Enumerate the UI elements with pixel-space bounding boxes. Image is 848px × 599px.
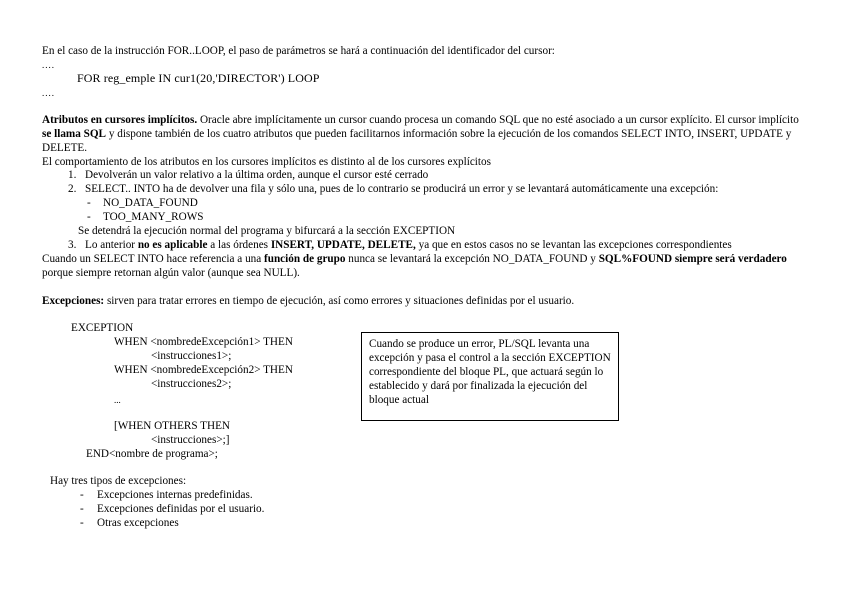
type-dash-1: - xyxy=(80,489,84,501)
code-ellipsis: ... xyxy=(114,395,121,405)
item3-part-b: no es aplicable xyxy=(137,239,208,251)
item2-number: 2. xyxy=(68,183,77,195)
implicit-text-1: Oracle abre implícitamente un cursor cuando procesa un comando SQL que no esté asociado a un cursor explícito. El cursor implícito xyxy=(197,114,799,126)
code-when-1: WHEN <nombredeExcepción1> THEN xyxy=(114,336,293,348)
halt-line: Se detendrá la ejecución normal del programa y bifurcará a la sección EXCEPTION xyxy=(78,225,456,237)
item3-text xyxy=(85,238,732,252)
exceptions-title: Excepciones: xyxy=(42,295,105,307)
exception-no-data-found: NO_DATA_FOUND xyxy=(103,197,198,209)
forloop-code-line: FOR reg_emple IN cur1(20,'DIRECTOR') LOOP xyxy=(77,71,320,85)
group-part-b: función de grupo xyxy=(264,253,346,265)
ellipsis-bottom: .... xyxy=(42,88,55,98)
exceptions-text: sirven para tratar errores en tiempo de ejecución, así como errores y situaciones definidas por el usuario. xyxy=(104,295,575,307)
code-instr-2: <instrucciones2>; xyxy=(151,378,232,390)
implicit-cursor-paragraph xyxy=(42,113,802,155)
implicit-bold-sql: se llama SQL xyxy=(42,128,107,140)
exception-type-2: Excepciones definidas por el usuario. xyxy=(97,503,265,515)
behavior-line: El comportamiento de los atributos en los cursores implícitos es distinto al de los cursores explícitos xyxy=(42,156,491,168)
forloop-paragraph: En el caso de la instrucción FOR..LOOP, el paso de parámetros se hará a continuación del identificador del cursor: xyxy=(42,45,555,57)
dash-2: - xyxy=(87,211,91,223)
item1-number: 1. xyxy=(68,169,77,181)
exception-type-3: Otras excepciones xyxy=(97,517,179,529)
group-part-c: nunca se levantará la excepción NO_DATA_FOUND y xyxy=(345,253,599,265)
dash-1: - xyxy=(87,197,91,209)
group-part-d: SQL%FOUND siempre será verdadero xyxy=(598,253,787,265)
exception-type-1: Excepciones internas predefinidas. xyxy=(97,489,253,501)
code-instr-1: <instrucciones1>; xyxy=(151,350,232,362)
implicit-text-2: y dispone también de los cuatro atributos que pueden facilitarnos información sobre la ejecución de los comandos SELECT INTO, INSERT, UPDATE y DELETE. xyxy=(42,128,792,154)
exception-too-many-rows: TOO_MANY_ROWS xyxy=(103,211,204,223)
item3-part-a: Lo anterior xyxy=(85,239,138,251)
group-function-paragraph xyxy=(42,252,802,280)
group-part-a: Cuando un SELECT INTO hace referencia a una xyxy=(42,253,265,265)
item3-part-d: INSERT, UPDATE, DELETE, xyxy=(270,239,416,251)
item3-part-e: ya que en estos casos no se levantan las excepciones correspondientes xyxy=(415,239,732,251)
item2-text: SELECT.. INTO ha de devolver una fila y sólo una, pues de lo contrario se producirá un error y se levantará automáticamente una excepción: xyxy=(85,183,719,195)
ellipsis-top: .... xyxy=(42,60,55,70)
code-when-2: WHEN <nombredeExcepción2> THEN xyxy=(114,364,293,376)
item3-part-c: a las órdenes xyxy=(207,239,271,251)
implicit-cursor-title: Atributos en cursores implícitos. xyxy=(42,114,198,126)
group-part-e: porque siempre retornan algún valor (aunque sea NULL). xyxy=(42,267,300,279)
exception-types-intro: Hay tres tipos de excepciones: xyxy=(50,475,187,487)
type-dash-3: - xyxy=(80,517,84,529)
exceptions-paragraph xyxy=(42,294,574,308)
item1-text: Devolverán un valor relativo a la última orden, aunque el cursor esté cerrado xyxy=(85,169,429,181)
item3-number: 3. xyxy=(68,239,77,251)
type-dash-2: - xyxy=(80,503,84,515)
code-end: END<nombre de programa>; xyxy=(86,448,218,460)
code-when-others: [WHEN OTHERS THEN xyxy=(114,420,231,432)
code-instr-others: <instrucciones>;] xyxy=(151,434,230,446)
exception-note-box: Cuando se produce un error, PL/SQL levanta una excepción y pasa el control a la sección EXCEPTION correspondiente del bloque PL, que actuará según lo establecido y dará por finalizada la ejecución del bloque actual xyxy=(361,332,619,421)
code-exception: EXCEPTION xyxy=(71,322,134,334)
